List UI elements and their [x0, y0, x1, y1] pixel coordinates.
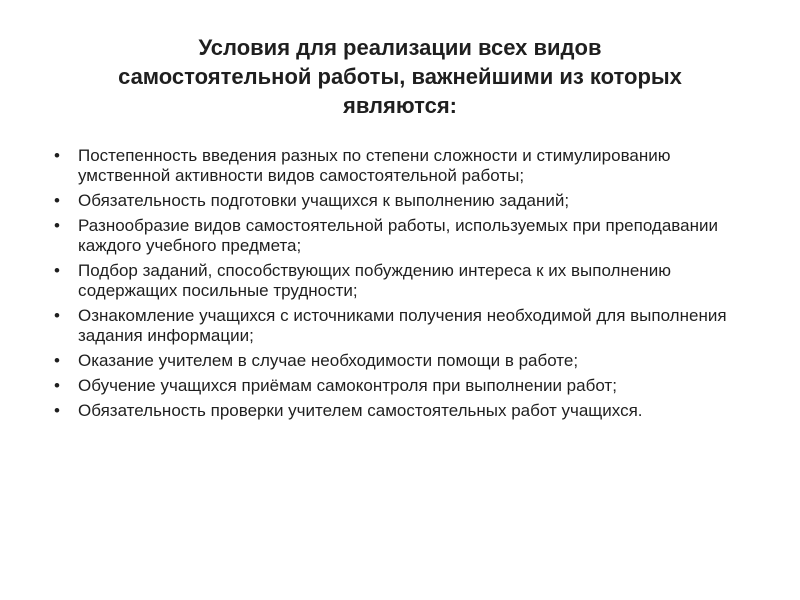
list-item — [50, 401, 765, 421]
bullet-marker: • — [54, 351, 60, 370]
bullet-marker: • — [54, 216, 60, 235]
list-item — [50, 351, 765, 371]
bullet-marker: • — [54, 191, 60, 210]
list-item — [50, 376, 765, 396]
list-item-text: Подбор заданий, способствующих побуждению интереса к их выполнению содержащих посильные трудности; — [78, 261, 671, 300]
bullet-marker: • — [54, 376, 60, 395]
list-item-text: Постепенность введения разных по степени сложности и стимулированию умственной активности видов самостоятельной работы; — [78, 146, 671, 185]
list-item-text: Обязательность проверки учителем самостоятельных работ учащихся. — [78, 401, 643, 420]
title-line-3: являются: — [342, 93, 457, 118]
list-item-text: Оказание учителем в случае необходимости помощи в работе; — [78, 351, 579, 370]
slide-title — [40, 33, 760, 120]
title-line-2: самостоятельной работы, важнейшими из которых — [118, 64, 682, 89]
bullet-list — [50, 146, 765, 426]
list-item-text: Обучение учащихся приёмам самоконтроля при выполнении работ; — [78, 376, 617, 395]
list-item — [50, 191, 765, 211]
list-item — [50, 261, 765, 301]
list-item-text: Ознакомление учащихся с источниками получения необходимой для выполнения задания информации; — [78, 306, 727, 345]
bullet-marker: • — [54, 401, 60, 420]
list-item-text: Разнообразие видов самостоятельной работы, используемых при преподавании каждого учебного предмета; — [78, 216, 718, 255]
bullet-marker: • — [54, 146, 60, 165]
bullet-marker: • — [54, 261, 60, 280]
bullet-marker: • — [54, 306, 60, 325]
list-item-text: Обязательность подготовки учащихся к выполнению заданий; — [78, 191, 570, 210]
list-item — [50, 306, 765, 346]
list-item — [50, 216, 765, 256]
list-item — [50, 146, 765, 186]
title-line-1: Условия для реализации всех видов — [198, 35, 602, 60]
